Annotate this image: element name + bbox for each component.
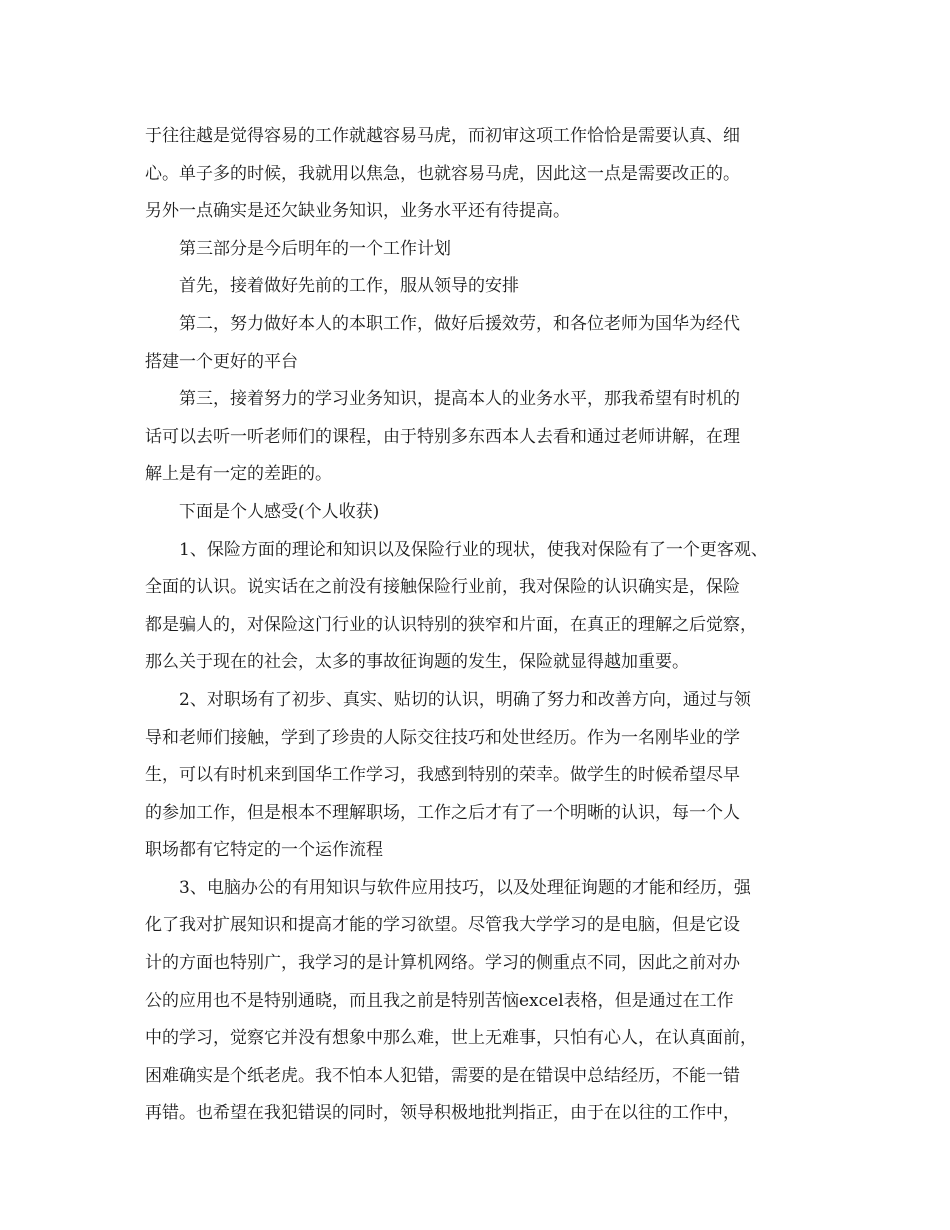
paragraph [145, 268, 810, 306]
text-line: 心。单子多的时候，我就用以焦急，也就容易马虎，因此这一点是需要改正的。 [145, 163, 740, 184]
paragraph [145, 870, 810, 1133]
text-line: 再错。也希望在我犯错误的同时，领导积极地批判指正，由于在以往的工作中， [145, 1103, 740, 1124]
paragraph [145, 231, 810, 269]
text-line: 话可以去听一听老师们的课程，由于特别多东西本人去看和通过老师讲解，在理 [145, 426, 740, 447]
text-line: 导和老师们接触，学到了珍贵的人际交往技巧和处世经历。作为一名刚毕业的学 [145, 727, 740, 748]
text-line: 下面是个人感受(个人收获) [179, 501, 380, 522]
text-line: 都是骗人的，对保险这门行业的认识特别的狭窄和片面，在真正的理解之后觉察， [145, 614, 757, 635]
text-line: 另外一点确实是还欠缺业务知识，业务水平还有待提高。 [145, 201, 570, 222]
text-line: 首先，接着做好先前的工作，服从领导的安排 [179, 276, 519, 297]
text-line: 全面的认识。说实话在之前没有接触保险行业前，我对保险的认识确实是，保险 [145, 577, 740, 598]
paragraph [145, 306, 810, 381]
text-line: 化了我对扩展知识和提高才能的学习欲望。尽管我大学学习的是电脑，但是它设 [145, 915, 740, 936]
text-line: 解上是有一定的差距的。 [145, 464, 332, 485]
document-body [145, 118, 810, 1133]
text-line: 那么关于现在的社会，太多的事故征询题的发生，保险就显得越加重要。 [145, 652, 689, 673]
text-line: 1、保险方面的理论和知识以及保险行业的现状，使我对保险有了一个更客观、 [179, 539, 768, 560]
text-line: 计的方面也特别广，我学习的是计算机网络。学习的侧重点不同，因此之前对办 [145, 953, 740, 974]
paragraph [145, 494, 810, 532]
text-line: 2、对职场有了初步、真实、贴切的认识，明确了努力和改善方向，通过与领 [179, 689, 751, 710]
text-line: 中的学习，觉察它并没有想象中那么难，世上无难事，只怕有心人，在认真面前， [145, 1028, 757, 1049]
text-line: 的参加工作，但是根本不理解职场，工作之后才有了一个明晰的认识，每一个人 [145, 802, 740, 823]
paragraph [145, 118, 810, 231]
text-line: 搭建一个更好的平台 [145, 351, 298, 372]
paragraph [145, 381, 810, 494]
paragraph [145, 682, 810, 870]
text-line: 职场都有它特定的一个运作流程 [145, 840, 383, 861]
text-line: 困难确实是个纸老虎。我不怕本人犯错，需要的是在错误中总结经历，不能一错 [145, 1065, 740, 1086]
text-line: 第三部分是今后明年的一个工作计划 [179, 238, 451, 259]
text-line: 公的应用也不是特别通晓，而且我之前是特别苦恼excel表格，但是通过在工作 [145, 990, 734, 1011]
text-line: 第二，努力做好本人的本职工作，做好后援效劳，和各位老师为国华为经代 [179, 313, 740, 334]
text-line: 3、电脑办公的有用知识与软件应用技巧，以及处理征询题的才能和经历，强 [179, 877, 751, 898]
text-line: 第三，接着努力的学习业务知识，提高本人的业务水平，那我希望有时机的 [179, 389, 740, 410]
text-line: 于往往越是觉得容易的工作就越容易马虎，而初审这项工作恰恰是需要认真、细 [145, 126, 740, 146]
text-line: 生，可以有时机来到国华工作学习，我感到特别的荣幸。做学生的时候希望尽早 [145, 765, 740, 786]
paragraph [145, 532, 810, 682]
